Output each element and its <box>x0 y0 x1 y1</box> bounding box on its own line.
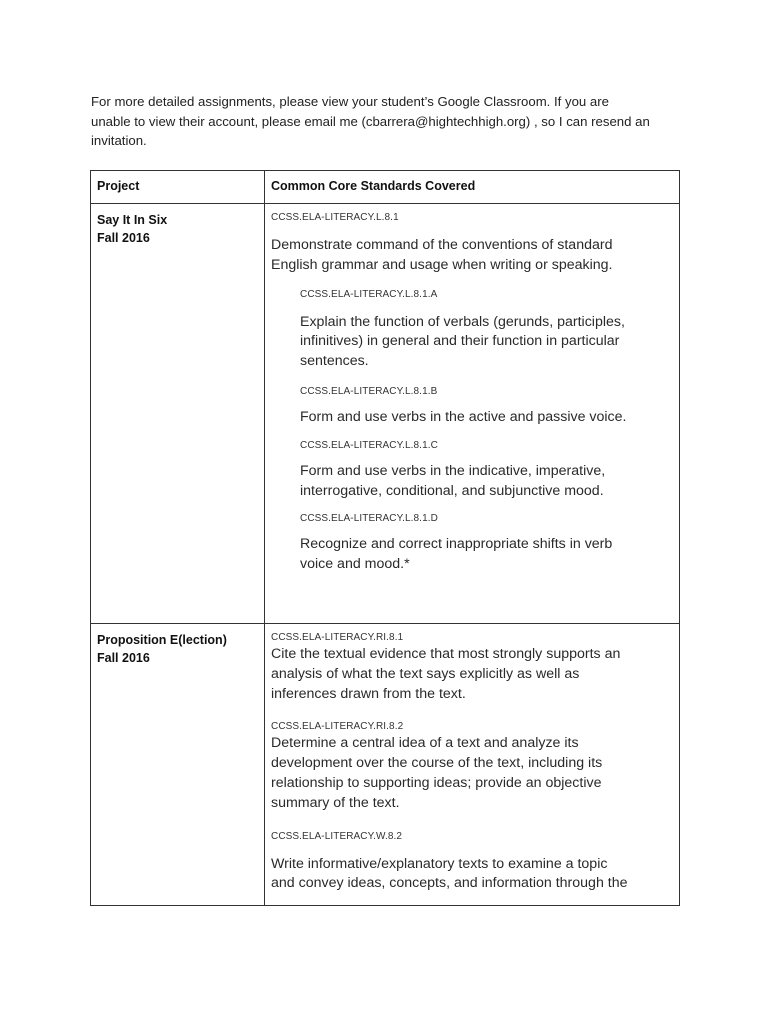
project-name: Proposition E(lection) <box>97 633 227 647</box>
table-row <box>91 624 680 906</box>
intro-line: invitation. <box>91 133 147 148</box>
standard-block <box>271 631 673 704</box>
standard-description: Form and use verbs in the active and passive voice. <box>300 408 627 425</box>
standards-cell <box>265 624 680 906</box>
header-project: Project <box>91 171 265 204</box>
standard-block <box>271 830 673 895</box>
table-row <box>91 204 680 624</box>
standard-description: Form and use verbs in the indicative, imperative, interrogative, conditional, and subjunctive mood. <box>300 462 606 499</box>
intro-line: For more detailed assignments, please view your student’s Google Classroom. If you are <box>91 94 609 109</box>
project-term: Fall 2016 <box>97 651 150 665</box>
standard-code: CCSS.ELA-LITERACY.L.8.1.C <box>300 439 438 451</box>
standard-code: CCSS.ELA-LITERACY.L.8.1 <box>271 212 399 223</box>
standard-code: CCSS.ELA-LITERACY.L.8.1.A <box>300 288 438 300</box>
intro-line: unable to view their account, please email me (cbarrera@hightechhigh.org) , so I can resend an <box>91 113 650 129</box>
standards-table <box>90 170 680 906</box>
standard-block <box>271 385 673 428</box>
standard-description: Demonstrate command of the conventions of standard English grammar and usage when writing or speaking. <box>271 237 613 273</box>
project-name: Say It In Six <box>97 213 168 227</box>
standard-code: CCSS.ELA-LITERACY.L.8.1.D <box>300 513 438 525</box>
standard-code: CCSS.ELA-LITERACY.RI.8.1 <box>271 632 404 643</box>
standard-code: CCSS.ELA-LITERACY.L.8.1.B <box>300 385 438 397</box>
standard-block <box>271 288 673 372</box>
project-cell <box>91 624 265 906</box>
standard-block <box>271 512 673 575</box>
standard-code: CCSS.ELA-LITERACY.W.8.2 <box>271 830 403 842</box>
standard-description: Determine a central idea of a text and analyze its development over the course of the text, including its relationship to supporting ideas; provide an objective summary of the text. <box>271 735 603 811</box>
standard-description: Explain the function of verbals (gerunds, participles, infinitives) in general and their function in particular sentences. <box>300 313 625 370</box>
standard-block <box>271 720 673 813</box>
standard-block <box>271 439 673 502</box>
standard-block <box>271 211 673 276</box>
standard-description: Write informative/explanatory texts to examine a topic and convey ideas, concepts, and information through the <box>271 855 628 892</box>
standard-description: Recognize and correct inappropriate shifts in verb voice and mood.* <box>300 536 613 573</box>
standard-code: CCSS.ELA-LITERACY.RI.8.2 <box>271 721 404 733</box>
standards-cell <box>265 204 680 624</box>
project-term: Fall 2016 <box>97 231 150 245</box>
header-standards: Common Core Standards Covered <box>265 171 680 204</box>
project-cell <box>91 204 265 624</box>
intro-paragraph <box>91 92 691 151</box>
standard-description: Cite the textual evidence that most strongly supports an analysis of what the text says explicitly as well as inferences drawn from the text. <box>271 646 621 702</box>
table-header-row <box>91 171 680 204</box>
